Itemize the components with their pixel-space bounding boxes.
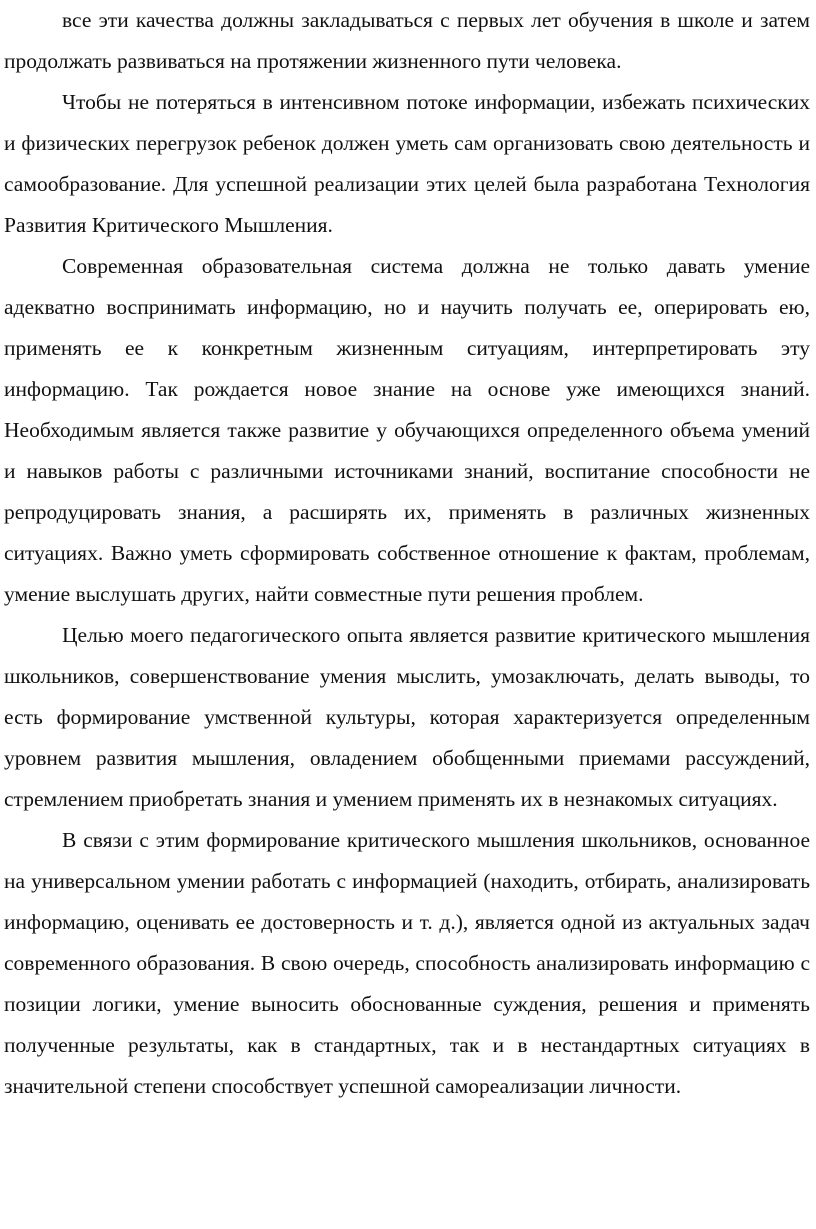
paragraph-continuation: все эти качества должны закладываться с первых лет обучения в школе и затем продолжать развиваться на протяжении жизненного пути человека.	[4, 8, 810, 73]
paragraph-critical-thinking: В связи с этим формирование критического мышления школьников, основанное на универсальном умении работать с информацией (находить, отбирать, анализировать информацию, оценивать ее достоверность и т. д.), является одной из актуальных задач современного образования. В свою очередь, способность анализировать информацию с позиции логики, умение выносить обоснованные суждения, решения и применять полученные результаты, как в стандартных, так и в нестандартных ситуациях в значительной степени способствует успешной самореализации личности.	[4, 828, 810, 1098]
paragraph-education-system: Современная образовательная система должна не только давать умение адекватно воспринимать информацию, но и научить получать ее, оперировать ею, применять ее к конкретным жизненным ситуациям, интерпретировать эту информацию. Так рождается новое знание на основе уже имеющихся знаний. Необходимым является также развитие у обучающихся определенного объема умений и навыков работы с различными источниками знаний, воспитание способности не репродуцировать знания, а расширять их, применять в различных жизненных ситуациях. Важно уметь сформировать собственное отношение к фактам, проблемам, умение выслушать других, найти совместные пути решения проблем.	[4, 254, 810, 606]
paragraph-pedagogical-goal: Целью моего педагогического опыта является развитие критического мышления школьников, совершенствование умения мыслить, умозаключать, делать выводы, то есть формирование умственной культуры, которая характеризуется определенным уровнем развития мышления, овладением обобщенными приемами рассуждений, стремлением приобретать знания и умением применять их в незнакомых ситуациях.	[4, 623, 810, 811]
paragraph-technology-intro: Чтобы не потеряться в интенсивном потоке информации, избежать психических и физических перегрузок ребенок должен уметь сам организовать свою деятельность и самообразование. Для успешной реализации этих целей была разработана Технология Развития Критического Мышления.	[4, 90, 810, 237]
